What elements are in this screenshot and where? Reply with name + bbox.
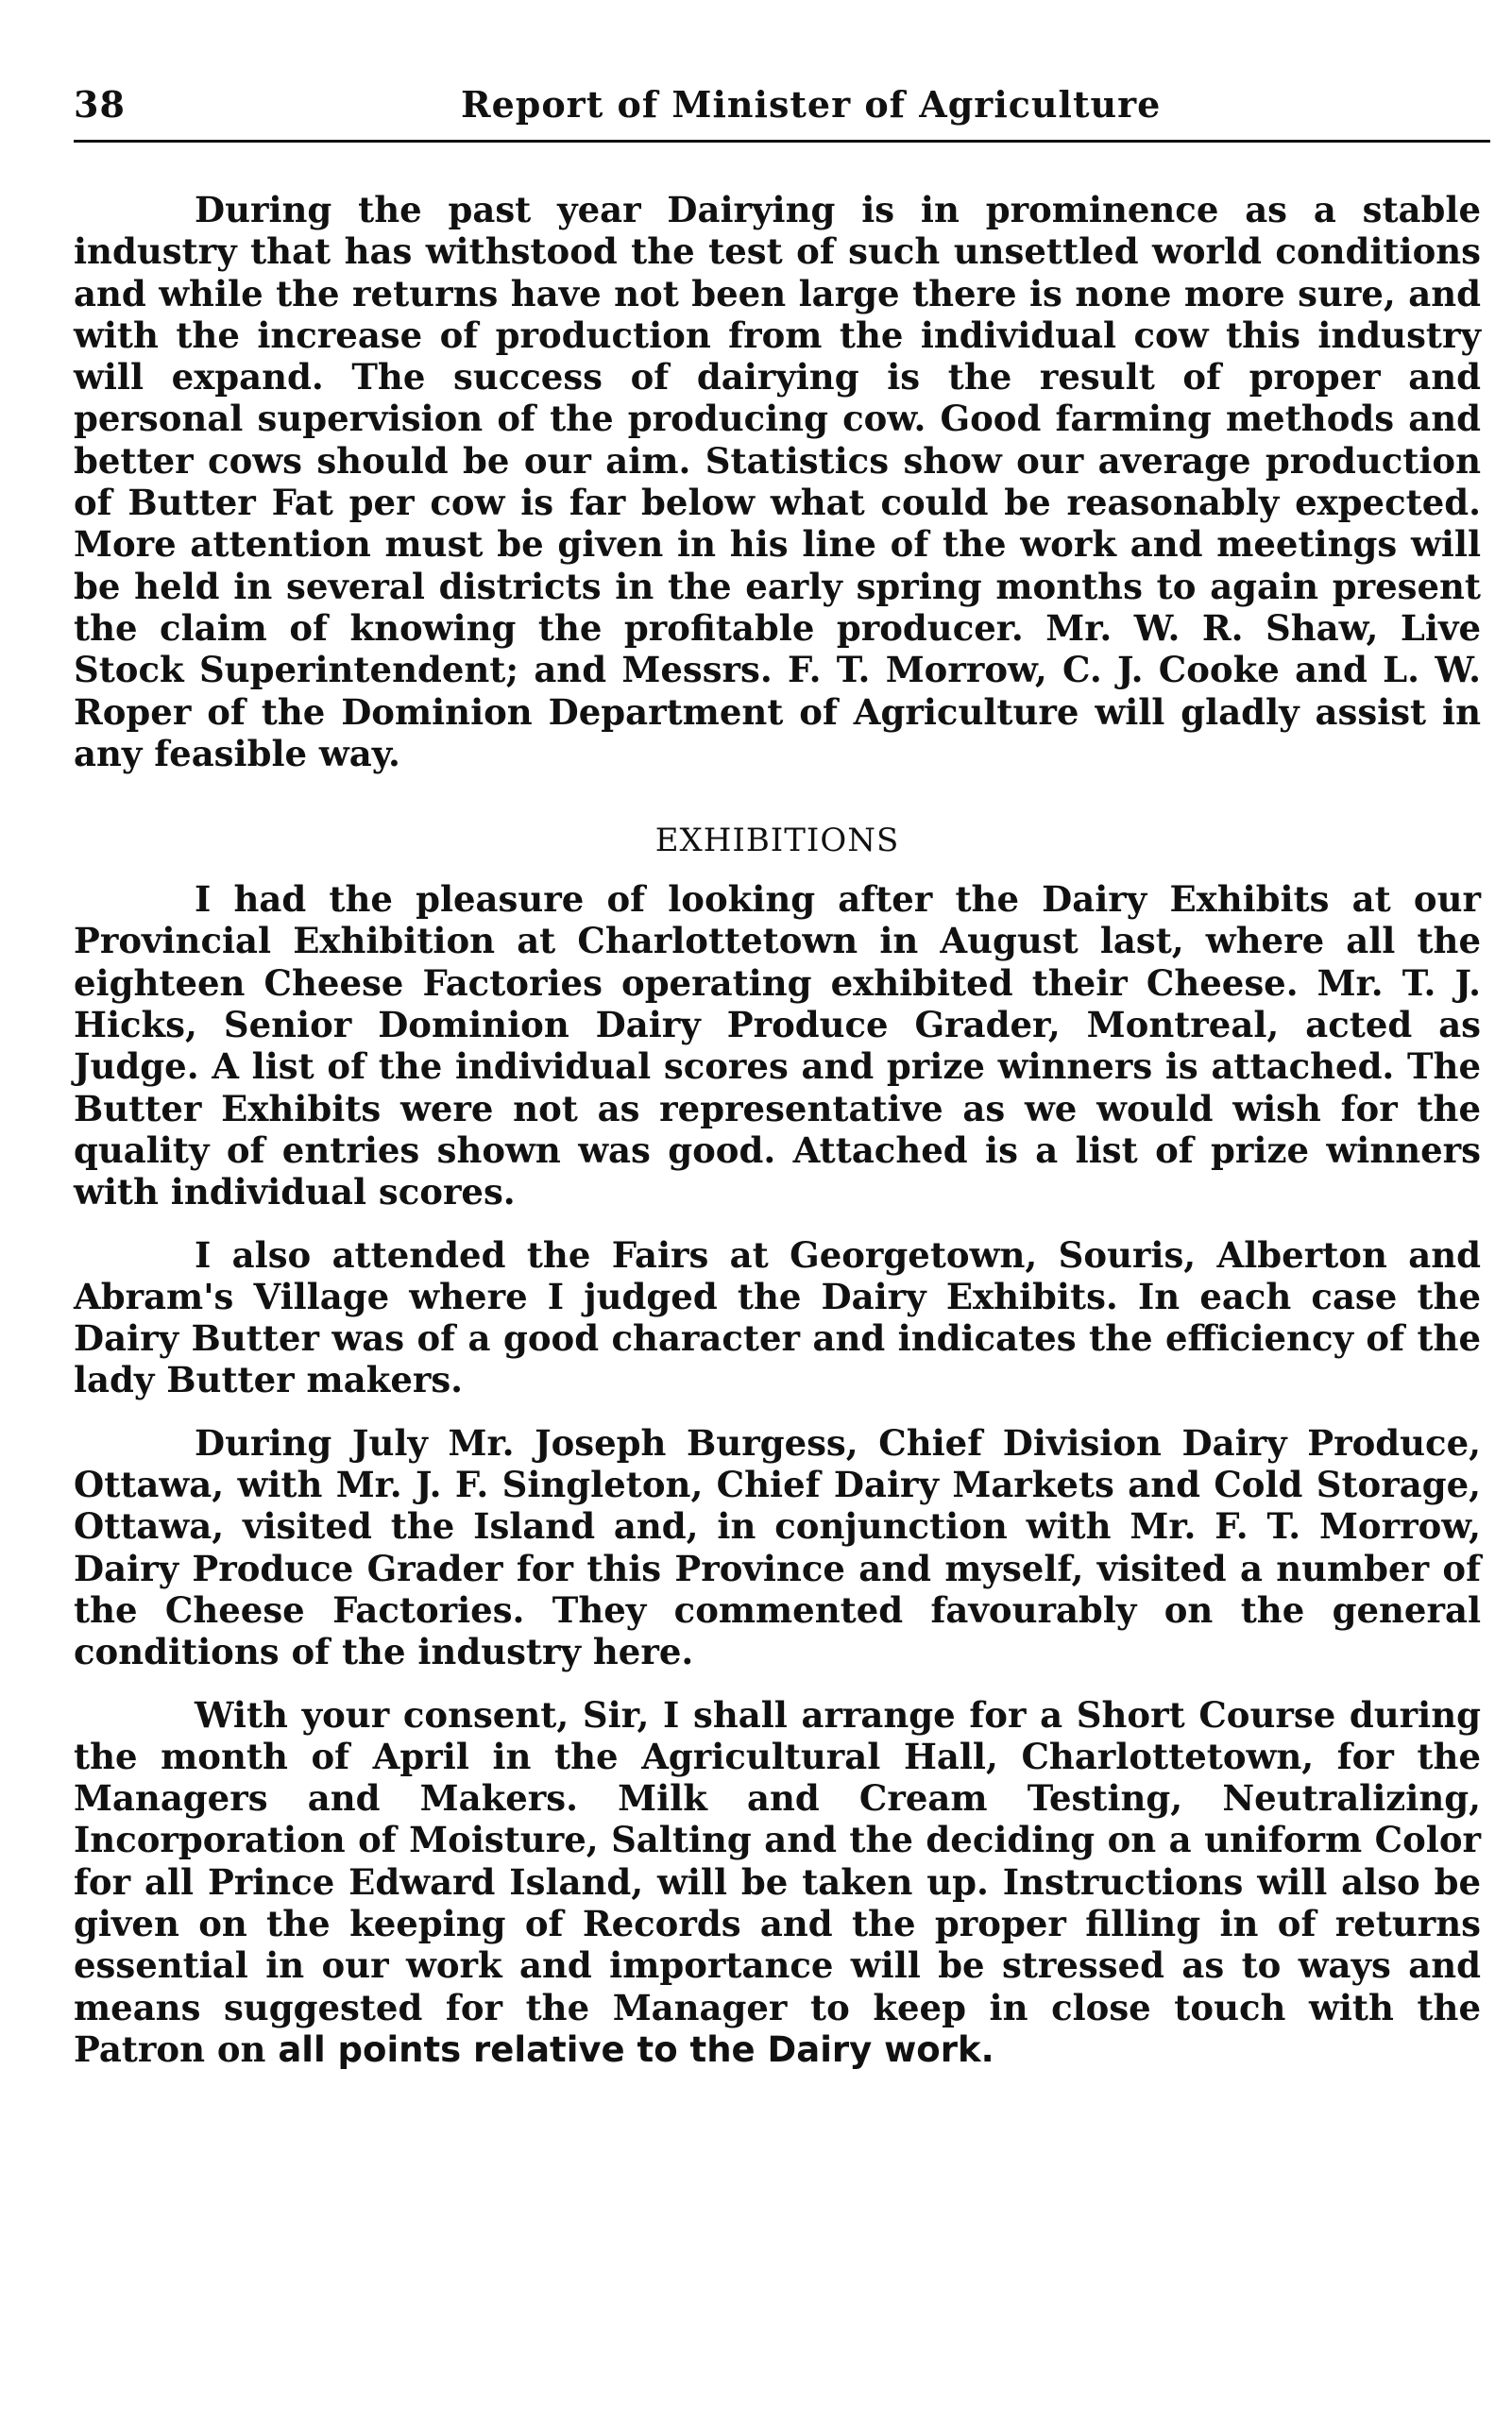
- section-heading-exhibitions: EXHIBITIONS: [654, 822, 900, 860]
- paragraph-fairs: I also attended the Fairs at Georgetown, Souris, Alberton and Abram's Village where I judged the Dairy Exhibits. In each case the Dairy Butter was of a good character and indicates the efficiency of the lady Butter makers.: [74, 1233, 1481, 1401]
- header-rule: [74, 140, 1490, 143]
- page-number: 38: [74, 83, 126, 126]
- paragraph-provincial-exhibition: I had the pleasure of looking after the Dairy Exhibits at our Provincial Exhibition at Charlottetown in August last, where all the eighteen Cheese Factories operating exhibited their Cheese. Mr. T. J. Hicks, Senior Dominion Dairy Produce Grader, Montreal, acted as Judge. A list of the individual scores and prize winners is attached. The Butter Exhibits were not as representative as we would wish for the quality of entries shown was good. Attached is a list of prize winners with individual scores.: [74, 878, 1481, 1213]
- running-title: Report of Minister of Agriculture: [461, 83, 1162, 126]
- short-course-text: With your consent, Sir, I shall arrange for a Short Course during the month of April in the Agricultural Hall, Charlottetown, for the Managers and Makers. Milk and Cream Testing, Neutralizing, Incorporation of Moisture, Salting and the deciding on a uniform Color for all Prince Edward Island, will be taken up. Instructions will also be given on the keeping of Records and the proper filling in of returns essential in our work and importance will be stressed as to ways and means suggested for the Manager to keep in close touch with the Patron on: [74, 1693, 1481, 2070]
- paragraph-july-visit: During July Mr. Joseph Burgess, Chief Division Dairy Produce, Ottawa, with Mr. J. F. Singleton, Chief Dairy Markets and Cold Storage, Ottawa, visited the Island and, in conjunction with Mr. F. T. Morrow, Dairy Produce Grader for this Province and myself, visited a number of the Cheese Factories. They commented favourably on the general conditions of the industry here.: [74, 1421, 1481, 1673]
- page-body: [74, 189, 1481, 2071]
- paragraph-short-course: [74, 1694, 1481, 2072]
- paragraph-dairying: During the past year Dairying is in prominence as a stable industry that has withstood the test of such unsettled world conditions and while the returns have not been large there is none more sure, and with the increase of production from the individual cow this industry will expand. The success of dairying is the result of proper and personal supervision of the producing cow. Good farming methods and better cows should be our aim. Statistics show our average production of Butter Fat per cow is far below what could be reasonably expected. More attention must be given in his line of the work and meetings will be held in several districts in the early spring months to again present the claim of knowing the profitable producer. Mr. W. R. Shaw, Live Stock Superintendent; and Messrs. F. T. Morrow, C. J. Cooke and L. W. Roper of the Dominion Department of Agriculture will gladly assist in any feasible way.: [74, 189, 1481, 774]
- short-course-closing: all points relative to the Dairy work.: [278, 2028, 994, 2070]
- page-header: [74, 83, 1490, 140]
